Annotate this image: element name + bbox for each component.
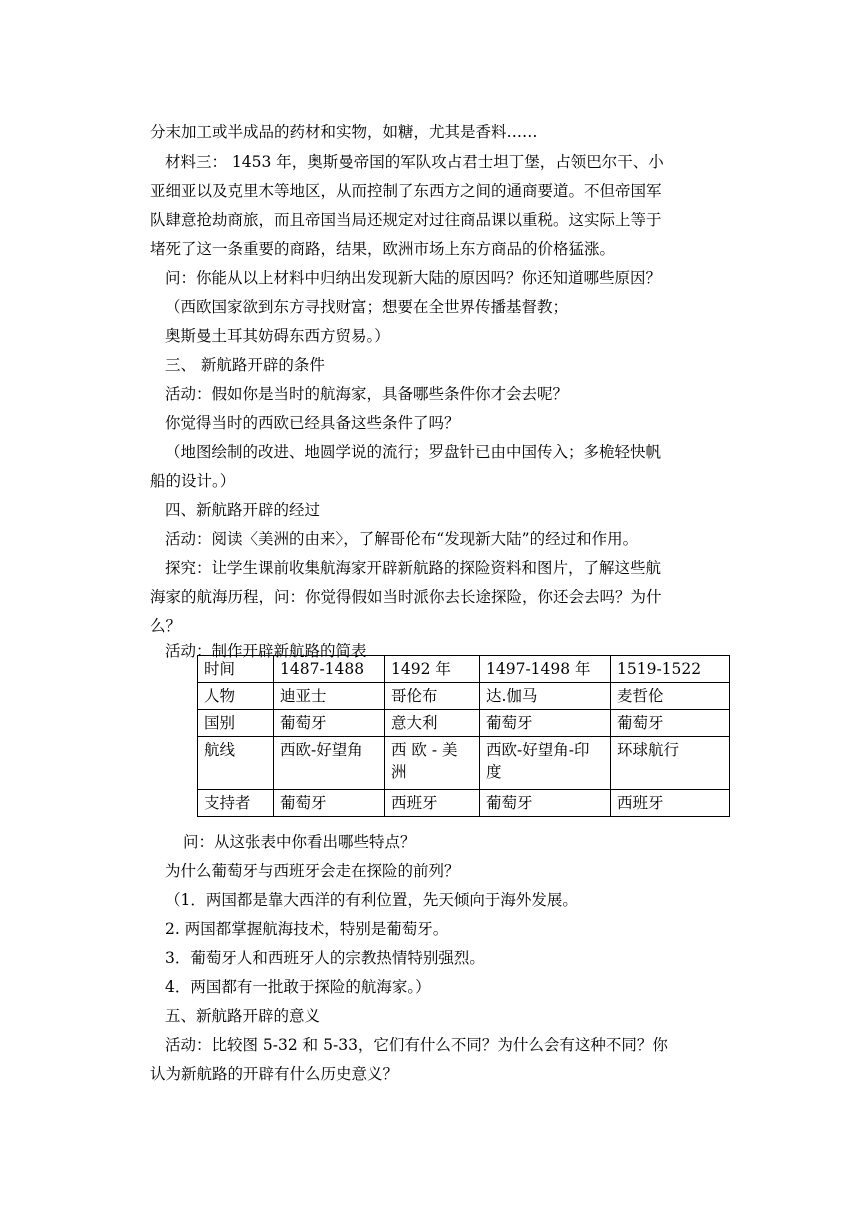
- text-line: 3．葡萄牙人和西班牙人的宗教热情特别强烈。: [165, 949, 485, 967]
- section-heading: 五、新航路开辟的意义: [165, 1007, 321, 1025]
- table-cell: 1497-1498 年: [480, 656, 611, 683]
- table-cell: 支持者: [198, 790, 274, 817]
- text-line: 问：从这张表中你看出哪些特点？: [183, 833, 416, 851]
- table-cell: 葡萄牙: [274, 710, 385, 737]
- routes-table: [197, 655, 730, 817]
- section-heading: 三、 新航路开辟的条件: [165, 356, 325, 374]
- table-row: [198, 656, 730, 683]
- table-cell: 西欧-好望角: [274, 737, 385, 790]
- table-cell: 西班牙: [611, 790, 730, 817]
- table-cell: 迪亚士: [274, 683, 385, 710]
- text-line: 奥斯曼土耳其妨碍东西方贸易。）: [165, 327, 390, 345]
- table-cell: 西欧-好望角-印度: [480, 737, 611, 790]
- table-row: [198, 710, 730, 737]
- text-line: 你觉得当时的西欧已经具备这些条件了吗？: [165, 414, 460, 432]
- table-cell: 葡萄牙: [480, 710, 611, 737]
- text-line: 材料三： 1453 年，奥斯曼帝国的军队攻占君士坦丁堡，占领巴尔干、小: [165, 153, 664, 171]
- text-line: 2. 两国都掌握航海技术，特别是葡萄牙。: [165, 920, 449, 938]
- text-line: （地图绘制的改进、地圆学说的流行；罗盘针已由中国传入；多桅轻快帆: [165, 443, 662, 461]
- table-cell: 1492 年: [385, 656, 480, 683]
- text-line: （西欧国家欲到东方寻找财富；想要在全世界传播基督教；: [165, 298, 569, 316]
- section-heading: 四、新航路开辟的经过: [165, 501, 321, 519]
- table-cell: 西 欧 - 美洲: [385, 737, 480, 790]
- text-line: 堵死了这一条重要的商路，结果，欧洲市场上东方商品的价格猛涨。: [150, 240, 616, 258]
- text-line: 么？: [150, 617, 182, 635]
- table-cell: 环球航行: [611, 737, 730, 790]
- table-row: [198, 790, 730, 817]
- text-line: 活动：制作开辟新航路的简表: [165, 642, 367, 660]
- table-cell: 葡萄牙: [611, 710, 730, 737]
- table-row: [198, 683, 730, 710]
- text-line: 探究：让学生课前收集航海家开辟新航路的探险资料和图片，了解这些航: [165, 559, 662, 577]
- text-line: 活动：比较图 5-32 和 5-33，它们有什么不同？为什么会有这种不同？你: [165, 1036, 668, 1054]
- table-cell: 人物: [198, 683, 274, 710]
- text-line: 船的设计。）: [150, 472, 236, 490]
- table-cell: 葡萄牙: [480, 790, 611, 817]
- table-cell: 国别: [198, 710, 274, 737]
- text-line: 为什么葡萄牙与西班牙会走在探险的前列？: [165, 862, 460, 880]
- text-line: 活动：阅读〈美洲的由来〉，了解哥伦布“发现新大陆”的经过和作用。: [165, 530, 639, 548]
- text-line: 认为新航路的开辟有什么历史意义？: [150, 1065, 399, 1083]
- table-cell: 1519-1522: [611, 656, 730, 683]
- table-cell: 时间: [198, 656, 274, 683]
- table-cell: 葡萄牙: [274, 790, 385, 817]
- table-cell: 达.伽马: [480, 683, 611, 710]
- text-line: 问：你能从以上材料中归纳出发现新大陆的原因吗？你还知道哪些原因？: [165, 269, 662, 287]
- table-cell: 西班牙: [385, 790, 480, 817]
- text-line: 亚细亚以及克里木等地区，从而控制了东西方之间的通商要道。不但帝国军: [150, 182, 662, 200]
- table-cell: 航线: [198, 737, 274, 790]
- text-line: 活动：假如你是当时的航海家，具备哪些条件你才会去呢？: [165, 385, 569, 403]
- text-line: 队肆意抢劫商旅，而且帝国当局还规定对过往商品课以重税。这实际上等于: [150, 211, 662, 229]
- table-cell: 哥伦布: [385, 683, 480, 710]
- table-cell: 麦哲伦: [611, 683, 730, 710]
- text-line: 海家的航海历程，问：你觉得假如当时派你去长途探险，你还会去吗？为什: [150, 588, 662, 606]
- text-line: 分末加工或半成品的药材和实物，如糖，尤其是香料……: [150, 123, 538, 141]
- table-cell: 1487-1488: [274, 656, 385, 683]
- text-line: （1．两国都是靠大西洋的有利位置，先天倾向于海外发展。: [165, 891, 578, 909]
- table-row: [198, 737, 730, 790]
- table-cell: 意大利: [385, 710, 480, 737]
- text-line: 4．两国都有一批敢于探险的航海家。）: [165, 978, 431, 996]
